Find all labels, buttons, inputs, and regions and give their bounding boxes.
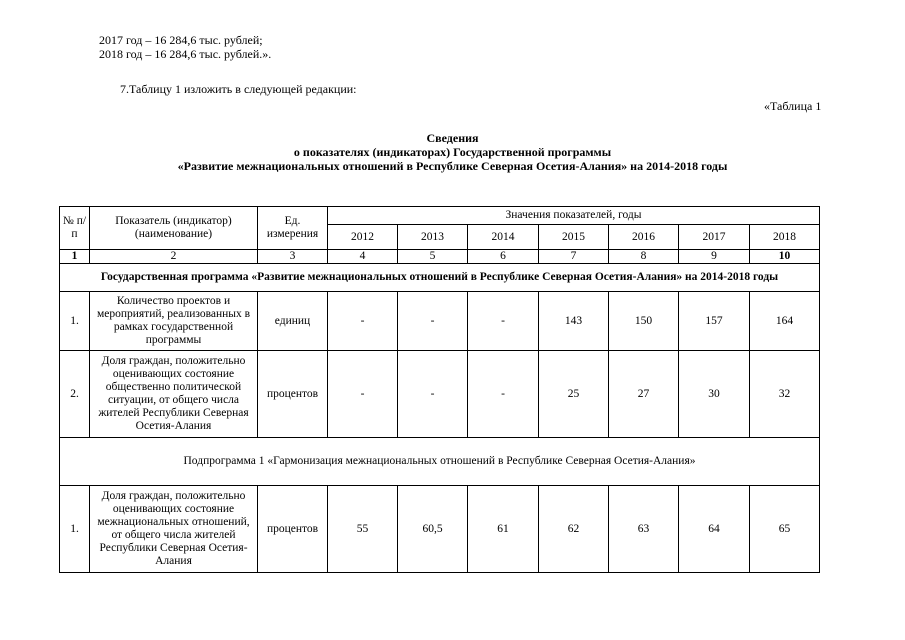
- header-values-group: Значения показателей, годы: [328, 207, 820, 225]
- row-value: -: [328, 292, 398, 351]
- col-number: 9: [679, 250, 750, 264]
- row-num: 1.: [60, 292, 90, 351]
- header-unit: Ед. измерения: [258, 207, 328, 250]
- header-year: 2013: [398, 225, 468, 250]
- program-title-row: [60, 264, 820, 292]
- header-year: 2017: [679, 225, 750, 250]
- row-value: 55: [328, 486, 398, 573]
- row-indicator-name: Доля граждан, положительно оценивающих состояние общественно политической ситуации, от общего числа жителей Республики Северная Осетия-Алания: [90, 351, 258, 438]
- col-number: 8: [609, 250, 679, 264]
- subprogram-title-row: [60, 438, 820, 486]
- row-value: 65: [750, 486, 820, 573]
- row-value: -: [398, 292, 468, 351]
- row-unit: процентов: [258, 486, 328, 573]
- col-number: 7: [539, 250, 609, 264]
- row-value: 64: [679, 486, 750, 573]
- col-number: 1: [60, 250, 90, 264]
- col-number: 4: [328, 250, 398, 264]
- row-num: 1.: [60, 486, 90, 573]
- header-num: № п/п: [60, 207, 90, 250]
- title-line-2: о показателях (индикаторах) Государственной программы: [293, 145, 612, 159]
- table-reference: «Таблица 1: [764, 99, 822, 113]
- col-number: 10: [750, 250, 820, 264]
- col-number: 3: [258, 250, 328, 264]
- header-year: 2015: [539, 225, 609, 250]
- table-row: [60, 292, 820, 351]
- column-numbers-row: [60, 250, 820, 264]
- row-value: 143: [539, 292, 609, 351]
- subprogram-title: Подпрограмма 1 «Гармонизация межнациональных отношений в Республике Северная Осетия-Алания»: [60, 438, 820, 486]
- row-value: 60,5: [398, 486, 468, 573]
- header-row-1: [60, 207, 820, 225]
- row-num: 2.: [60, 351, 90, 438]
- row-value: 63: [609, 486, 679, 573]
- row-indicator-name: Количество проектов и мероприятий, реализованных в рамках государственной программы: [90, 292, 258, 351]
- row-unit: процентов: [258, 351, 328, 438]
- header-indicator: Показатель (индикатор) (наименование): [90, 207, 258, 250]
- table-row: [60, 486, 820, 573]
- amendment-instruction: 7.Таблицу 1 изложить в следующей редакции:: [120, 82, 357, 96]
- row-value: 25: [539, 351, 609, 438]
- table-row: [60, 351, 820, 438]
- title-line-3: «Развитие межнациональных отношений в Республике Северная Осетия-Алания» на 2014-2018 годы: [177, 159, 728, 173]
- col-number: 5: [398, 250, 468, 264]
- intro-line-2018: 2018 год – 16 284,6 тыс. рублей.».: [99, 47, 272, 61]
- col-number: 6: [468, 250, 539, 264]
- row-value: 164: [750, 292, 820, 351]
- row-value: 32: [750, 351, 820, 438]
- row-value: -: [398, 351, 468, 438]
- row-value: -: [468, 351, 539, 438]
- header-year: 2014: [468, 225, 539, 250]
- row-value: -: [328, 351, 398, 438]
- row-value: 157: [679, 292, 750, 351]
- indicators-table: [59, 206, 820, 573]
- row-value: 150: [609, 292, 679, 351]
- header-year: 2012: [328, 225, 398, 250]
- row-unit: единиц: [258, 292, 328, 351]
- row-indicator-name: Доля граждан, положительно оценивающих состояние межнациональных отношений, от общего числа жителей Республики Северная Осетия-Алания: [90, 486, 258, 573]
- intro-line-2017: 2017 год – 16 284,6 тыс. рублей;: [99, 33, 263, 47]
- row-value: 30: [679, 351, 750, 438]
- header-year: 2016: [609, 225, 679, 250]
- program-title: Государственная программа «Развитие межнациональных отношений в Республике Северная Осетия-Алания» на 2014-2018 годы: [60, 264, 820, 292]
- row-value: 61: [468, 486, 539, 573]
- title-line-1: Сведения: [426, 131, 479, 145]
- row-value: 62: [539, 486, 609, 573]
- row-value: 27: [609, 351, 679, 438]
- col-number: 2: [90, 250, 258, 264]
- header-year: 2018: [750, 225, 820, 250]
- row-value: -: [468, 292, 539, 351]
